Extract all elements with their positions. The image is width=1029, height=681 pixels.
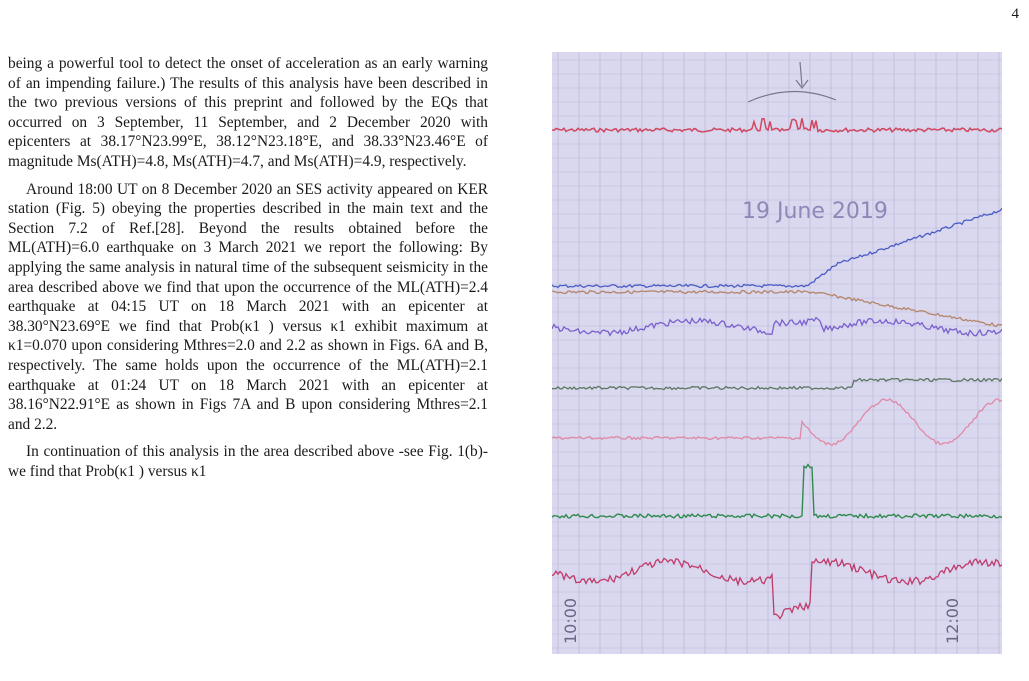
time-label-right: 12:00 [943, 597, 962, 644]
paragraph-1: being a powerful tool to detect the onset of acceleration as an early warning of an impending failure.) The results of this analysis have been described in the two previous versions of this preprint and followed by the EQs that occurred on 3 September, 11 September, and 2 December 2020 with epicenters at 38.17°N23.99°E, 38.12°N23.18°E, and 38.33°N23.46°E of magnitude Ms(ATH)=4.8, Ms(ATH)=4.7, and Ms(ATH)=4.9, respectively. [8, 55, 488, 170]
chart-paper [552, 52, 1002, 654]
ses-recording-photo [552, 52, 1002, 654]
body-text-column [8, 54, 488, 489]
time-label-left: 10:00 [561, 597, 580, 644]
paragraph-2: Around 18:00 UT on 8 December 2020 an SES activity appeared on KER station (Fig. 5) obeying the properties described in the main text and the Section 7.2 of Ref.[28]. Beyond the results obtained before the ML(ATH)=6.0 earthquake on 3 March 2021 we report the following: By applying the same analysis in natural time of the subsequent seismicity in the area described above we find that upon the occurrence of the ML(ATH)=2.4 earthquake at 04:15 UT on 18 March 2021 with an epicenter at 38.30°N23.69°E we find that Prob(κ1 ) versus κ1 exhibit maximum at κ1=0.070 upon considering Mthres=2.0 and 2.2 as shown in Figs. 6A and B, respectively. The same holds upon the occurrence of the ML(ATH)=2.1 earthquake at 01:24 UT on 18 March 2021 with an epicenter at 38.16°N22.91°E as shown in Figs 7A and B upon considering Mthres=2.1 and 2.2. [8, 180, 488, 433]
chart-date-label: 19 June 2019 [742, 199, 888, 224]
page-number: 4 [1011, 6, 1019, 22]
paragraph-3: In continuation of this analysis in the area described above -see Fig. 1(b)- we find that Prob(κ1 ) versus κ1 [8, 443, 488, 480]
